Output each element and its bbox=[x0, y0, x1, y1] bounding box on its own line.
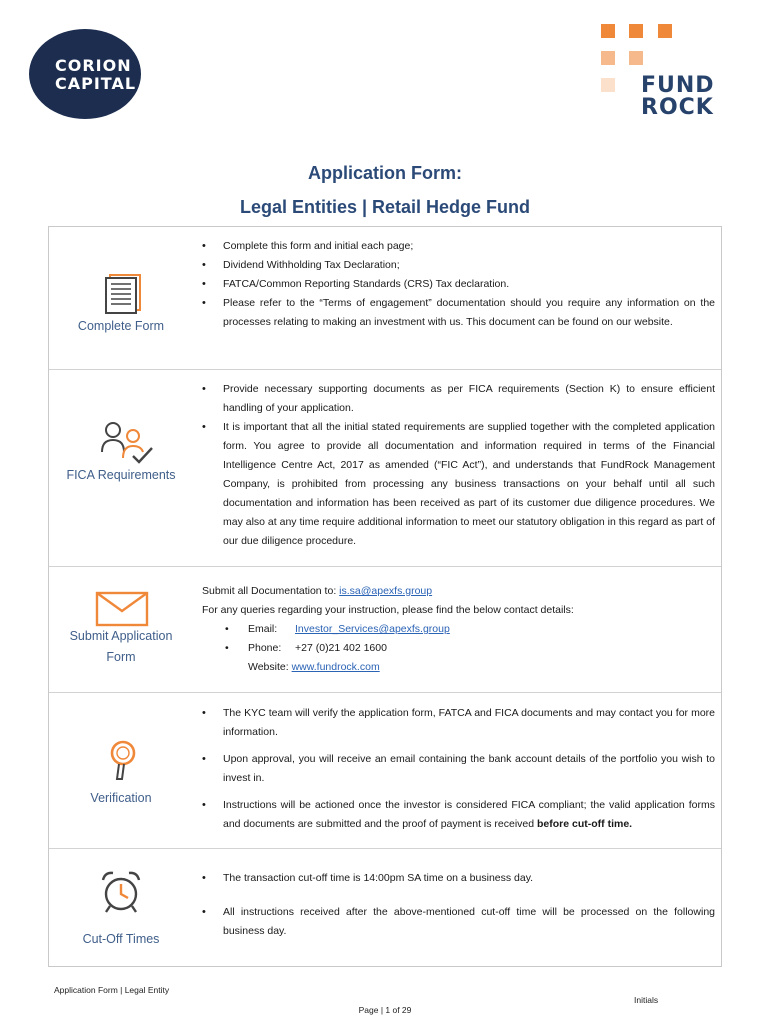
list-item: • Dividend Withholding Tax Declaration; bbox=[199, 256, 715, 275]
list-item-text: Instructions will be actioned once the investor is considered FICA compliant; the valid application forms and documents are submitted and the proof of payment is received bbox=[223, 799, 715, 830]
page-subtitle: Legal Entities | Retail Hedge Fund bbox=[239, 197, 531, 217]
email-label: Email: bbox=[248, 623, 278, 635]
submit-email-link[interactable]: is.sa@apexfs.group bbox=[339, 585, 433, 597]
phone-label: Phone: bbox=[248, 642, 282, 654]
list-item: • Complete this form and initial each page; bbox=[199, 237, 715, 256]
bullet-icon: • bbox=[225, 623, 229, 635]
phone-value: +27 (0)21 402 1600 bbox=[295, 642, 387, 654]
bullet-icon: • bbox=[225, 642, 229, 654]
fundrock-square bbox=[658, 24, 672, 38]
corion-logo-line2: CAPITAL bbox=[55, 74, 137, 93]
email-link[interactable]: Investor_Services@apexfs.group bbox=[295, 623, 450, 635]
section-label: Submit Application bbox=[69, 629, 173, 643]
users-check-icon bbox=[99, 420, 155, 466]
corion-logo-line1: CORION bbox=[55, 56, 132, 75]
complete-form-list bbox=[199, 237, 715, 332]
page-number: Page | 1 of 29 bbox=[358, 1005, 412, 1015]
fundrock-square bbox=[601, 24, 615, 38]
list-item: • FATCA/Common Reporting Standards (CRS) Tax declaration. bbox=[199, 275, 715, 294]
submit-line bbox=[202, 582, 432, 601]
fundrock-logo-line1: FUND bbox=[641, 73, 715, 98]
list-item: • Provide necessary supporting documents as per FICA requirements (Section K) to ensure efficient handling of your application. bbox=[199, 380, 715, 418]
fica-list bbox=[199, 380, 715, 551]
cutoff-list bbox=[199, 869, 715, 941]
alarm-clock-icon bbox=[99, 868, 143, 914]
list-item: • Please refer to the “Terms of engagement” documentation should you require any information on the processes relating to making an investment with us. This document can be found on our website. bbox=[199, 294, 715, 332]
verification-list bbox=[199, 704, 715, 834]
section-label: Form bbox=[106, 650, 136, 664]
section-submit bbox=[49, 567, 721, 693]
list-item: • It is important that all the initial stated requirements are supplied together with the completed application form. You agree to provide all documentation and information required in terms of the Financial Intelligence Centre Act, 2017 as amended (“FIC Act”), and understands that FundRock Management Company, is prohibited from processing any business transactions on your behalf until all such documentation and information has been received as part of its customer due diligence procedures. We may also at any time require additional information to meet our statutory obligation in this regard as part of our due diligence procedure. bbox=[199, 418, 715, 551]
footer-initials: Initials bbox=[634, 995, 659, 1005]
section-label: Verification bbox=[90, 791, 152, 805]
list-item bbox=[199, 796, 715, 834]
queries-text: For any queries regarding your instruction, please find the below contact details: bbox=[202, 604, 574, 616]
section-label: Cut-Off Times bbox=[82, 932, 160, 946]
section-fica bbox=[49, 370, 721, 567]
list-item: • The KYC team will verify the application form, FATCA and FICA documents and may contact you for more information. bbox=[199, 704, 715, 742]
list-item-bold: before cut-off time. bbox=[537, 818, 633, 830]
section-cutoff bbox=[49, 849, 721, 966]
list-item: • The transaction cut-off time is 14:00pm SA time on a business day. bbox=[199, 869, 715, 888]
document-icon bbox=[103, 272, 145, 314]
section-label: Complete Form bbox=[77, 319, 165, 333]
corion-capital-logo bbox=[29, 29, 141, 119]
website-label: Website: bbox=[248, 661, 292, 673]
fundrock-square bbox=[601, 51, 615, 65]
fundrock-square bbox=[629, 24, 643, 38]
list-item: • All instructions received after the above-mentioned cut-off time will be processed on the following business day. bbox=[199, 903, 715, 941]
magnifier-icon bbox=[107, 739, 139, 783]
footer-left: Application Form | Legal Entity bbox=[54, 985, 170, 995]
page-title: Application Form: bbox=[308, 163, 462, 183]
website-contact bbox=[248, 658, 380, 677]
steps-box bbox=[48, 226, 722, 967]
section-verification bbox=[49, 693, 721, 849]
fundrock-logo-line2: ROCK bbox=[641, 95, 714, 120]
submit-text: Submit all Documentation to: bbox=[202, 585, 340, 597]
fundrock-square bbox=[601, 78, 615, 92]
website-link[interactable]: www.fundrock.com bbox=[291, 661, 380, 673]
section-complete-form bbox=[49, 227, 721, 370]
fundrock-square bbox=[629, 51, 643, 65]
section-label: FICA Requirements bbox=[66, 468, 176, 482]
envelope-icon bbox=[95, 591, 149, 627]
list-item: • Upon approval, you will receive an email containing the bank account details of the portfolio you wish to invest in. bbox=[199, 750, 715, 788]
